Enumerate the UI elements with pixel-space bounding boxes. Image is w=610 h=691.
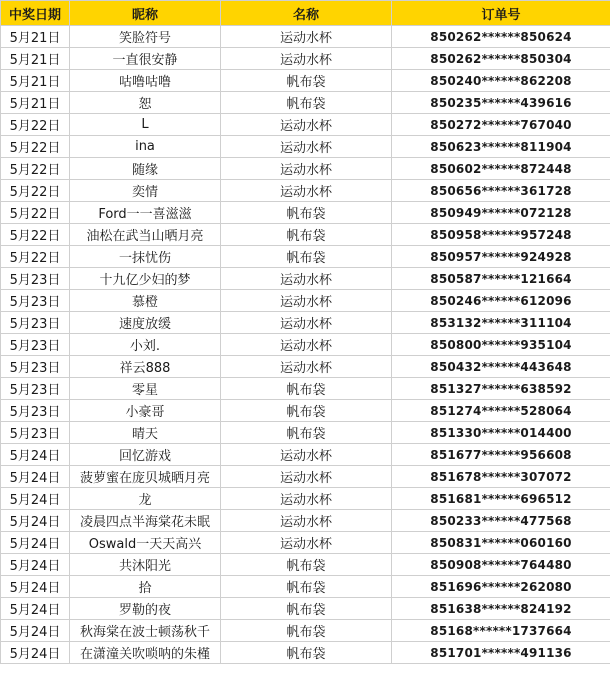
cell-date[interactable]: 5月22日 <box>1 180 70 202</box>
table-row <box>1 488 610 510</box>
cell-nickname[interactable]: 拾 <box>70 576 221 598</box>
cell-item[interactable]: 帆布袋 <box>221 422 392 444</box>
cell-order[interactable]: 850233******477568 <box>392 510 610 532</box>
cell-order[interactable]: 850949******072128 <box>392 202 610 224</box>
cell-item[interactable]: 帆布袋 <box>221 598 392 620</box>
cell-order[interactable]: 851327******638592 <box>392 378 610 400</box>
cell-order[interactable]: 851274******528064 <box>392 400 610 422</box>
table-row <box>1 268 610 290</box>
cell-date[interactable]: 5月22日 <box>1 246 70 268</box>
cell-order[interactable]: 850262******850304 <box>392 48 610 70</box>
table-row <box>1 180 610 202</box>
cell-item[interactable]: 运动水杯 <box>221 532 392 554</box>
cell-date[interactable]: 5月21日 <box>1 70 70 92</box>
cell-item[interactable]: 运动水杯 <box>221 136 392 158</box>
cell-date[interactable]: 5月24日 <box>1 598 70 620</box>
cell-item[interactable]: 运动水杯 <box>221 334 392 356</box>
cell-item[interactable]: 帆布袋 <box>221 620 392 642</box>
cell-date[interactable]: 5月22日 <box>1 136 70 158</box>
cell-date[interactable]: 5月22日 <box>1 202 70 224</box>
cell-nickname[interactable]: 一抹忧伤 <box>70 246 221 268</box>
cell-item[interactable]: 运动水杯 <box>221 290 392 312</box>
cell-item[interactable]: 运动水杯 <box>221 312 392 334</box>
cell-item[interactable]: 帆布袋 <box>221 576 392 598</box>
cell-order[interactable]: 850602******872448 <box>392 158 610 180</box>
column-header-order[interactable]: 订单号 <box>392 1 610 26</box>
cell-nickname[interactable]: 龙 <box>70 488 221 510</box>
cell-item[interactable]: 帆布袋 <box>221 70 392 92</box>
table-row <box>1 598 610 620</box>
cell-nickname[interactable]: 速度放缓 <box>70 312 221 334</box>
cell-nickname[interactable]: Oswald一天天高兴 <box>70 532 221 554</box>
cell-nickname[interactable]: 咕噜咕噜 <box>70 70 221 92</box>
cell-order[interactable]: 850800******935104 <box>392 334 610 356</box>
cell-item[interactable]: 运动水杯 <box>221 510 392 532</box>
cell-item[interactable]: 运动水杯 <box>221 356 392 378</box>
cell-item[interactable]: 运动水杯 <box>221 268 392 290</box>
table-row <box>1 510 610 532</box>
cell-nickname[interactable]: 共沐阳光 <box>70 554 221 576</box>
cell-order[interactable]: 851330******014400 <box>392 422 610 444</box>
table-row <box>1 312 610 334</box>
cell-item[interactable]: 帆布袋 <box>221 224 392 246</box>
cell-order[interactable]: 851677******956608 <box>392 444 610 466</box>
cell-order[interactable]: 850272******767040 <box>392 114 610 136</box>
cell-item[interactable]: 运动水杯 <box>221 180 392 202</box>
cell-date[interactable]: 5月24日 <box>1 488 70 510</box>
cell-date[interactable]: 5月23日 <box>1 422 70 444</box>
cell-date[interactable]: 5月21日 <box>1 26 70 48</box>
cell-item[interactable]: 帆布袋 <box>221 92 392 114</box>
cell-date[interactable]: 5月22日 <box>1 224 70 246</box>
cell-nickname[interactable]: L <box>70 114 221 136</box>
cell-order[interactable]: 850656******361728 <box>392 180 610 202</box>
cell-nickname[interactable]: 祥云888 <box>70 356 221 378</box>
table-row <box>1 70 610 92</box>
cell-order[interactable]: 85168******1737664 <box>392 620 610 642</box>
cell-order[interactable]: 853132******311104 <box>392 312 610 334</box>
cell-order[interactable]: 850587******121664 <box>392 268 610 290</box>
table-row <box>1 114 610 136</box>
table-row <box>1 136 610 158</box>
cell-date[interactable]: 5月23日 <box>1 378 70 400</box>
cell-item[interactable]: 运动水杯 <box>221 114 392 136</box>
cell-item[interactable]: 运动水杯 <box>221 158 392 180</box>
cell-date[interactable]: 5月21日 <box>1 92 70 114</box>
cell-order[interactable]: 850262******850624 <box>392 26 610 48</box>
cell-item[interactable]: 帆布袋 <box>221 554 392 576</box>
cell-nickname[interactable]: Ford一一喜滋滋 <box>70 202 221 224</box>
cell-order[interactable]: 850831******060160 <box>392 532 610 554</box>
cell-nickname[interactable]: 秋海棠在波士顿荡秋千 <box>70 620 221 642</box>
cell-nickname[interactable]: 一直很安静 <box>70 48 221 70</box>
cell-nickname[interactable]: 小豪哥 <box>70 400 221 422</box>
cell-order[interactable]: 850235******439616 <box>392 92 610 114</box>
cell-nickname[interactable]: 零星 <box>70 378 221 400</box>
cell-nickname[interactable]: 回忆游戏 <box>70 444 221 466</box>
table-row <box>1 400 610 422</box>
cell-item[interactable]: 运动水杯 <box>221 26 392 48</box>
cell-order[interactable]: 850958******957248 <box>392 224 610 246</box>
cell-order[interactable]: 851701******491136 <box>392 642 610 664</box>
table-row <box>1 422 610 444</box>
cell-order[interactable]: 850240******862208 <box>392 70 610 92</box>
cell-date[interactable]: 5月24日 <box>1 466 70 488</box>
cell-nickname[interactable]: 罗勒的夜 <box>70 598 221 620</box>
table-row <box>1 532 610 554</box>
cell-date[interactable]: 5月24日 <box>1 554 70 576</box>
cell-item[interactable]: 帆布袋 <box>221 400 392 422</box>
table-row <box>1 620 610 642</box>
cell-date[interactable]: 5月23日 <box>1 268 70 290</box>
cell-nickname[interactable]: ina <box>70 136 221 158</box>
cell-date[interactable]: 5月21日 <box>1 48 70 70</box>
cell-order[interactable]: 851681******696512 <box>392 488 610 510</box>
cell-order[interactable]: 850957******924928 <box>392 246 610 268</box>
cell-nickname[interactable]: 随缘 <box>70 158 221 180</box>
column-header-date[interactable]: 中奖日期 <box>1 1 70 26</box>
cell-nickname[interactable]: 笑脸符号 <box>70 26 221 48</box>
cell-item[interactable]: 帆布袋 <box>221 246 392 268</box>
table-row <box>1 246 610 268</box>
table-row <box>1 466 610 488</box>
cell-date[interactable]: 5月22日 <box>1 158 70 180</box>
column-header-item[interactable]: 名称 <box>221 1 392 26</box>
cell-date[interactable]: 5月23日 <box>1 312 70 334</box>
cell-order[interactable]: 851678******307072 <box>392 466 610 488</box>
cell-nickname[interactable]: 菠萝蜜在庞贝城晒月亮 <box>70 466 221 488</box>
table-row <box>1 290 610 312</box>
cell-date[interactable]: 5月23日 <box>1 334 70 356</box>
table-row <box>1 334 610 356</box>
cell-nickname[interactable]: 十九亿少妇的梦 <box>70 268 221 290</box>
cell-nickname[interactable]: 凌晨四点半海棠花未眠 <box>70 510 221 532</box>
cell-nickname[interactable]: 奕情 <box>70 180 221 202</box>
cell-order[interactable]: 850623******811904 <box>392 136 610 158</box>
cell-nickname[interactable]: 油松在武当山晒月亮 <box>70 224 221 246</box>
cell-item[interactable]: 运动水杯 <box>221 466 392 488</box>
cell-item[interactable]: 运动水杯 <box>221 488 392 510</box>
cell-nickname[interactable]: 小刘. <box>70 334 221 356</box>
table-row <box>1 356 610 378</box>
cell-order[interactable]: 851696******262080 <box>392 576 610 598</box>
cell-date[interactable]: 5月23日 <box>1 356 70 378</box>
cell-order[interactable]: 850432******443648 <box>392 356 610 378</box>
cell-date[interactable]: 5月23日 <box>1 290 70 312</box>
cell-nickname[interactable]: 恕 <box>70 92 221 114</box>
cell-item[interactable]: 帆布袋 <box>221 378 392 400</box>
cell-item[interactable]: 帆布袋 <box>221 202 392 224</box>
cell-item[interactable]: 帆布袋 <box>221 642 392 664</box>
header-row <box>1 1 610 26</box>
table-row <box>1 378 610 400</box>
table-row <box>1 576 610 598</box>
table-row <box>1 444 610 466</box>
cell-date[interactable]: 5月24日 <box>1 444 70 466</box>
cell-order[interactable]: 850246******612096 <box>392 290 610 312</box>
column-header-nickname[interactable]: 昵称 <box>70 1 221 26</box>
cell-date[interactable]: 5月24日 <box>1 642 70 664</box>
table-row <box>1 158 610 180</box>
cell-date[interactable]: 5月22日 <box>1 114 70 136</box>
table-row <box>1 92 610 114</box>
cell-date[interactable]: 5月23日 <box>1 400 70 422</box>
cell-date[interactable]: 5月24日 <box>1 510 70 532</box>
table-row <box>1 642 610 664</box>
table-row <box>1 202 610 224</box>
table-row <box>1 224 610 246</box>
table-row <box>1 26 610 48</box>
cell-date[interactable]: 5月24日 <box>1 620 70 642</box>
cell-nickname[interactable]: 晴天 <box>70 422 221 444</box>
cell-item[interactable]: 运动水杯 <box>221 48 392 70</box>
cell-nickname[interactable]: 慕橙 <box>70 290 221 312</box>
cell-nickname[interactable]: 在潇潼关吹唢呐的朱槿 <box>70 642 221 664</box>
table-row <box>1 48 610 70</box>
cell-date[interactable]: 5月24日 <box>1 532 70 554</box>
cell-date[interactable]: 5月24日 <box>1 576 70 598</box>
cell-item[interactable]: 运动水杯 <box>221 444 392 466</box>
cell-order[interactable]: 850908******764480 <box>392 554 610 576</box>
table-row <box>1 554 610 576</box>
cell-order[interactable]: 851638******824192 <box>392 598 610 620</box>
